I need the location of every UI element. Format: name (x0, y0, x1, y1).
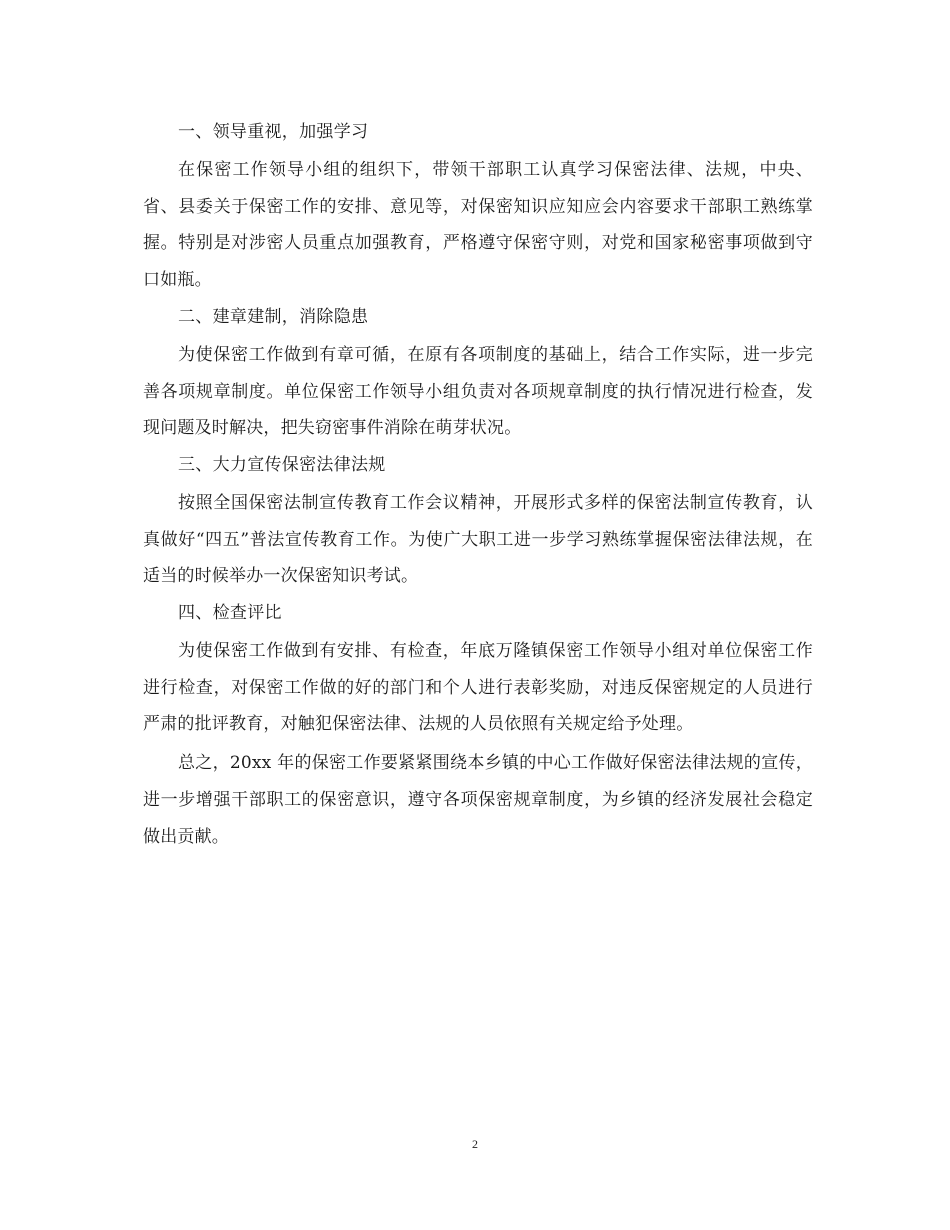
section-paragraph-3: 按照全国保密法制宣传教育工作会议精神，开展形式多样的保密法制宣传教育，认真做好“四五”普法宣传教育工作。为使广大职工进一步学习熟练掌握保密法律法规，在适当的时候举办一次保密知识考试。 (143, 492, 813, 587)
conclusion-paragraph: 总之，20xx 年的保密工作要紧紧围绕本乡镇的中心工作做好保密法律法规的宣传，进一步增强干部职工的保密意识，遵守各项保密规章制度，为乡镇的经济发展社会稳定做出贡献。 (143, 753, 813, 847)
section-heading-3: 三、大力宣传保密法律法规 (178, 454, 386, 475)
section-heading-4: 四、检查评比 (178, 603, 282, 624)
section-paragraph-4: 为使保密工作做到有安排、有检查，年底万隆镇保密工作领导小组对单位保密工作进行检查，对保密工作做的好的部门和个人进行表彰奖励，对违反保密规定的人员进行严肃的批评教育，对触犯保密法律、法规的人员依照有关规定给予处理。 (143, 641, 813, 735)
section-heading-2: 二、建章建制，消除隐患 (178, 306, 369, 327)
section-paragraph-1: 在保密工作领导小组的组织下，带领干部职工认真学习保密法律、法规，中央、省、县委关于保密工作的安排、意见等，对保密知识应知应会内容要求干部职工熟练掌握。特别是对涉密人员重点加强教育，严格遵守保密守则，对党和国家秘密事项做到守口如瓶。 (143, 160, 813, 291)
page-number: 2 (472, 1137, 478, 1151)
document-body (143, 116, 813, 857)
section-heading-1: 一、领导重视，加强学习 (178, 122, 369, 142)
section-paragraph-2: 为使保密工作做到有章可循，在原有各项制度的基础上，结合工作实际，进一步完善各项规章制度。单位保密工作领导小组负责对各项规章制度的执行情况进行检查，发现问题及时解决，把失窃密事件消除在萌芽状况。 (143, 344, 813, 439)
